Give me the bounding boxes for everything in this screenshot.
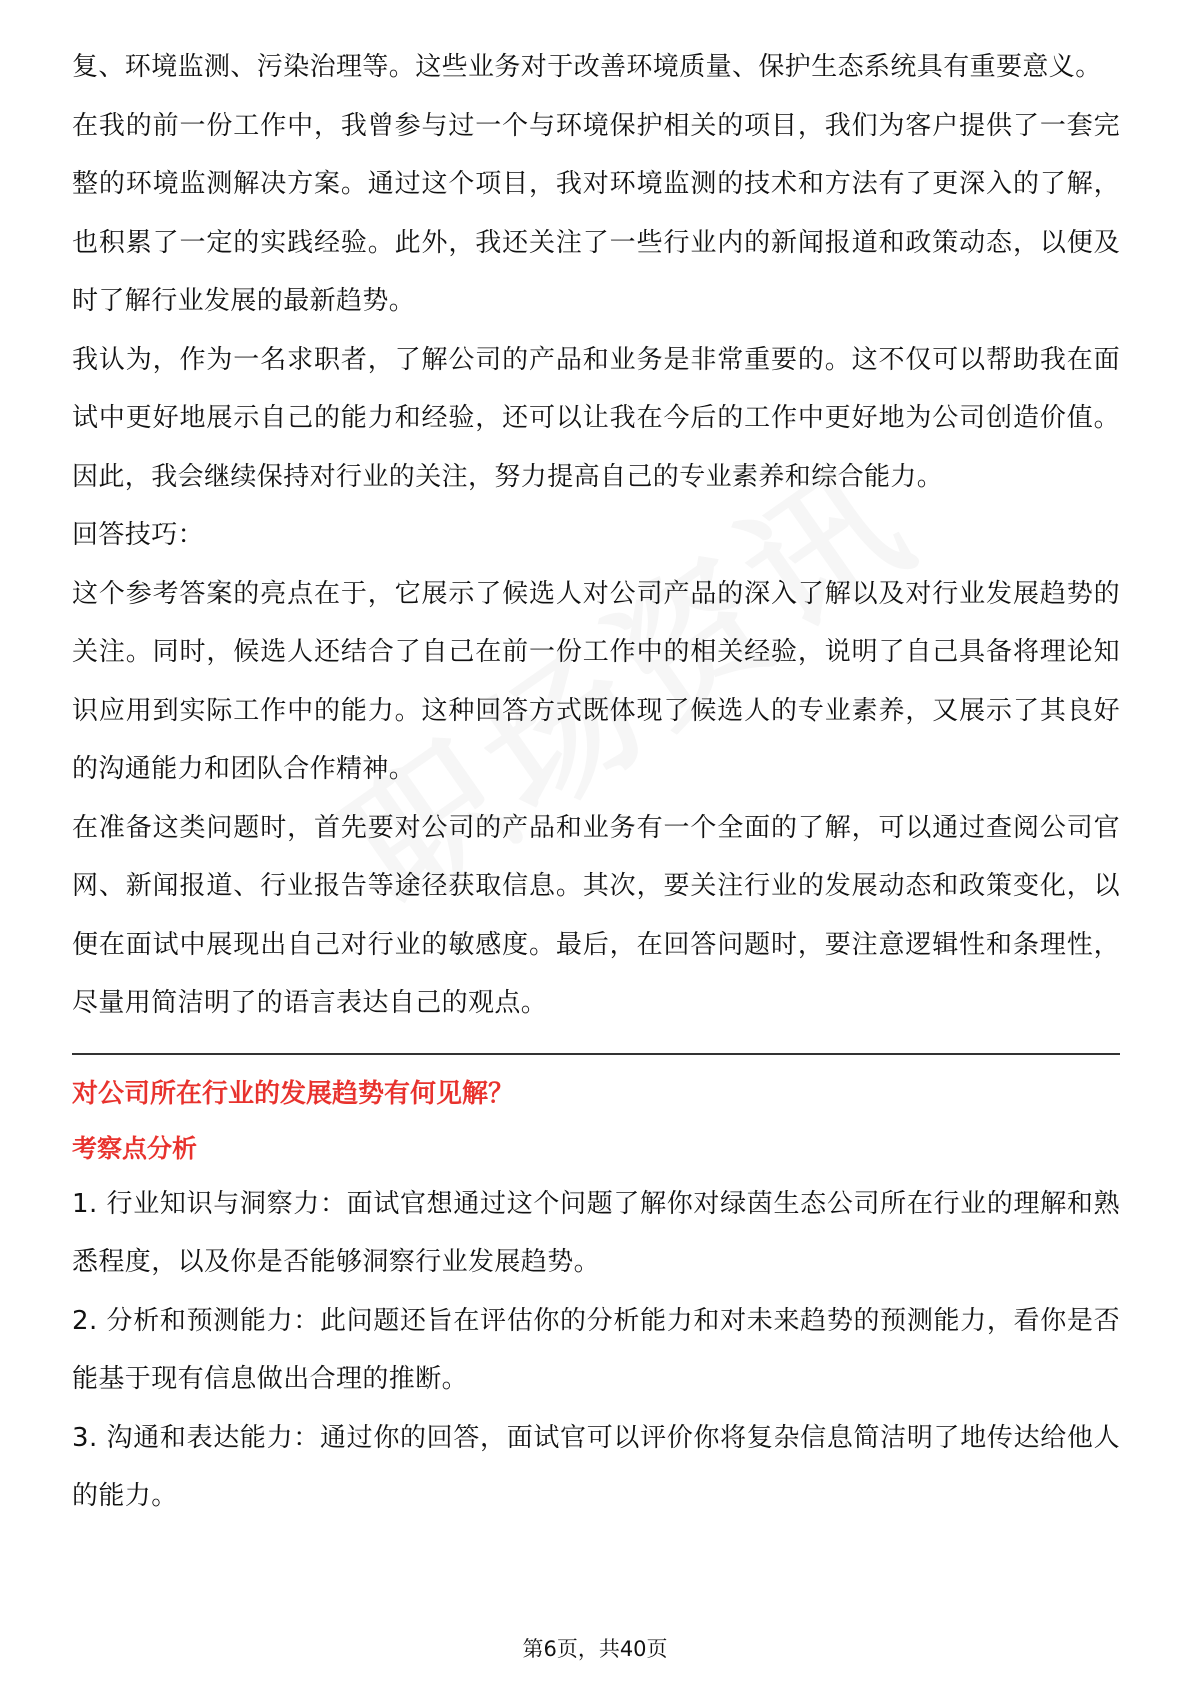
analysis-point: 3. 沟通和表达能力：通过你的回答，面试官可以评价你将复杂信息简洁明了地传达给他人的能力。 <box>72 1422 1120 1511</box>
document-body <box>72 38 1120 1526</box>
answer-tips-label: 回答技巧： <box>72 520 205 550</box>
section-title: 考察点分析 <box>72 1133 198 1163</box>
question-heading: 对公司所在行业的发展趋势有何见解？ <box>72 1078 515 1109</box>
page-number: 第6页，共40页 <box>522 1637 668 1661</box>
paragraph: 这个参考答案的亮点在于，它展示了候选人对公司产品的深入了解以及对行业发展趋势的关注。同时，候选人还结合了自己在前一份工作中的相关经验，说明了自己具备将理论知识应用到实际工作中的能力。这种回答方式既体现了候选人的专业素养，又展示了其良好的沟通能力和团队合作精神。 <box>72 578 1120 784</box>
paragraph: 我认为，作为一名求职者，了解公司的产品和业务是非常重要的。这不仅可以帮助我在面试中更好地展示自己的能力和经验，还可以让我在今后的工作中更好地为公司创造价值。因此，我会继续保持对行业的关注，努力提高自己的专业素养和综合能力。 <box>72 344 1120 492</box>
divider <box>72 1053 1120 1055</box>
analysis-point: 1. 行业知识与洞察力：面试官想通过这个问题了解你对绿茵生态公司所在行业的理解和熟悉程度，以及你是否能够洞察行业发展趋势。 <box>72 1188 1120 1277</box>
paragraph: 复、环境监测、污染治理等。这些业务对于改善环境质量、保护生态系统具有重要意义。 <box>72 52 1102 82</box>
paragraph: 在准备这类问题时，首先要对公司的产品和业务有一个全面的了解，可以通过查阅公司官网、新闻报道、行业报告等途径获取信息。其次，要关注行业的发展动态和政策变化，以便在面试中展现出自己对行业的敏感度。最后，在回答问题时，要注意逻辑性和条理性，尽量用简洁明了的语言表达自己的观点。 <box>72 812 1120 1018</box>
analysis-point: 2. 分析和预测能力：此问题还旨在评估你的分析能力和对未来趋势的预测能力，看你是否能基于现有信息做出合理的推断。 <box>72 1305 1120 1394</box>
paragraph: 在我的前一份工作中，我曾参与过一个与环境保护相关的项目，我们为客户提供了一套完整的环境监测解决方案。通过这个项目，我对环境监测的技术和方法有了更深入的了解，也积累了一定的实践经验。此外，我还关注了一些行业内的新闻报道和政策动态，以便及时了解行业发展的最新趋势。 <box>72 110 1120 316</box>
